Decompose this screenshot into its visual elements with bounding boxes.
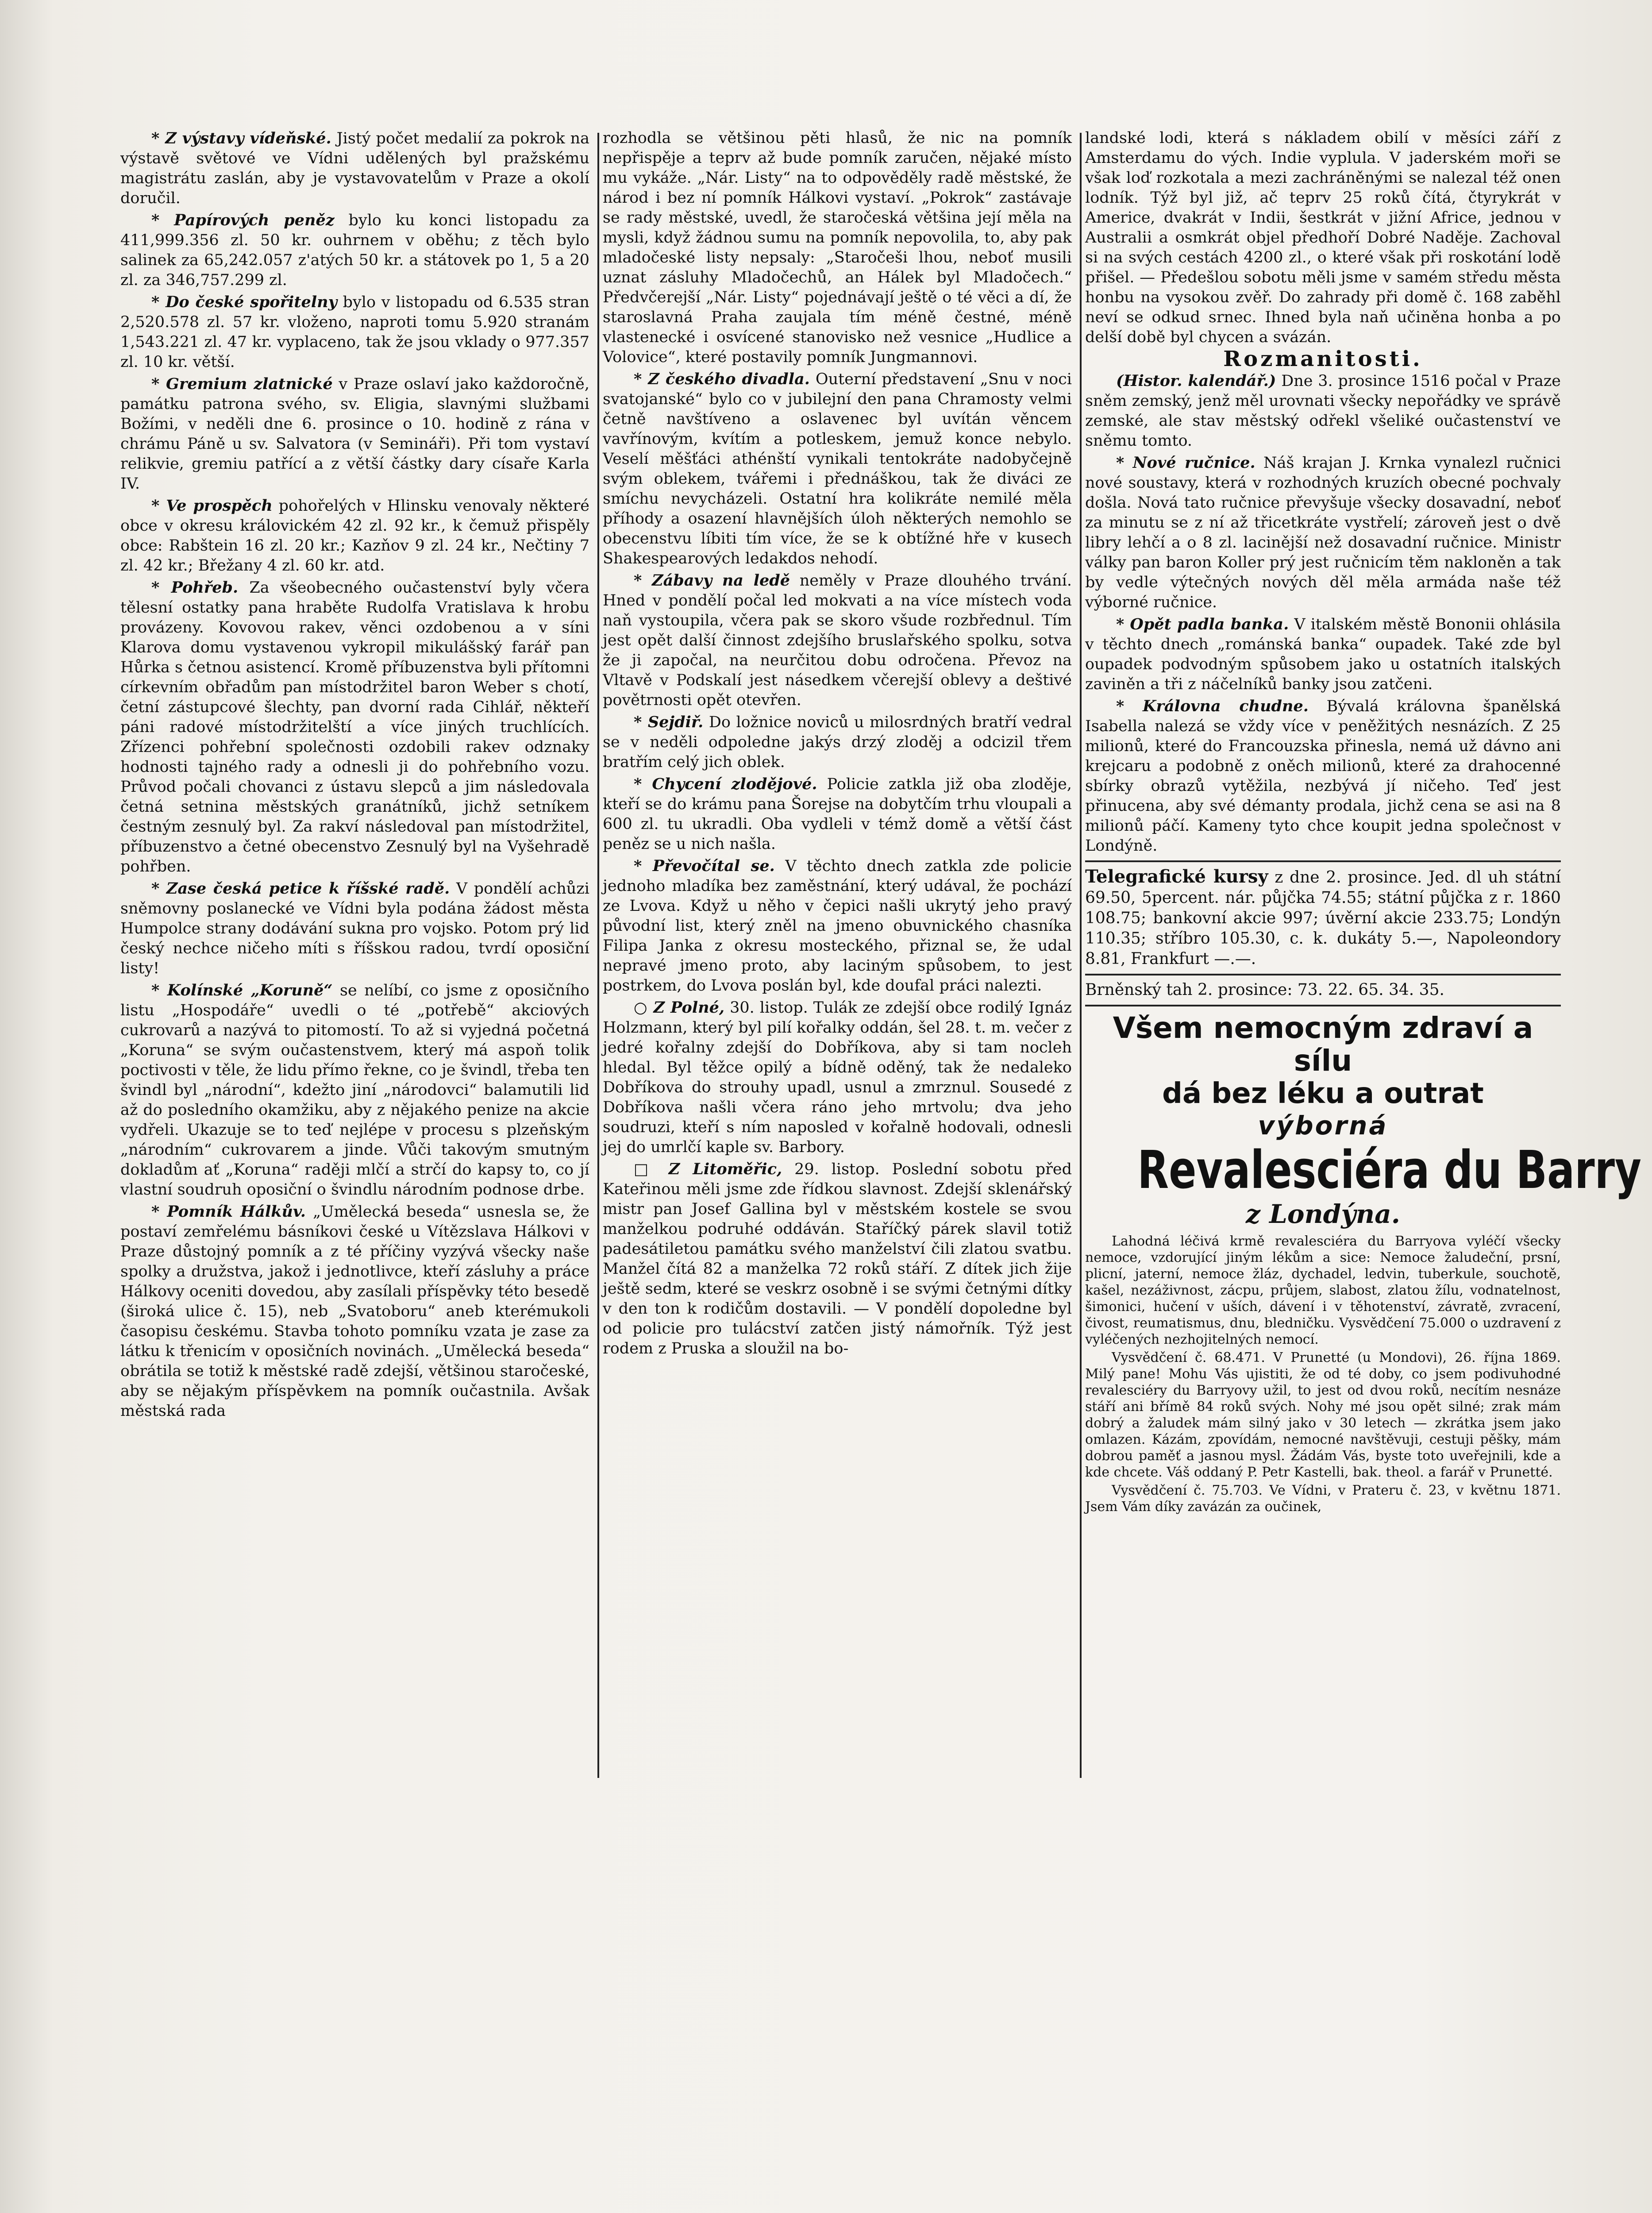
ad-paragraph: Vysvědčení č. 75.703. Ve Vídni, v Prateru č. 23, v květnu 1871. Jsem Vám díky zavázán za oučinek, bbox=[1085, 1483, 1561, 1515]
column-3 bbox=[1085, 128, 1641, 1517]
article-paragraph bbox=[603, 571, 1072, 710]
article-text: v Praze oslaví jako každoročně, památku patrona svého, sv. Eligia, slavnými službami Božími, v neděli dne 6. prosince o 10. hodině z rána v chrámu Páně u sv. Salvatora (v Semináři). Při tom vystaví relikvie, gremiu patřící a z větší částky dary císaře Karla IV. bbox=[120, 375, 589, 493]
article-lead: (Histor. kalendář.) bbox=[1116, 372, 1276, 390]
article-text: se nelíbí, co jsme z oposičního listu „Hospodáře“ uvedli o té „potřebě“ akciových cukrovarů a nazývá to pitomostí. To až si vyjedná početná „Koruna“ se svým oučastenstvem, který má aspoň tolik poctivosti v těle, že lidu přímo řekne, co je švindl, třeba ten švindl byl „národní“, kdežto jiní „národovci“ balamutili lid až do posledního okamžiku, aby z nějakého penize na akcie vydřeli. Ukazuje se to teď nejlépe v procesu s plzeňským „národním“ cukrovarem a jinde. Vůči takovým smutným dokladům ať „Koruna“ raději mlčí a strčí do kapsy to, co jí vlastní soudruh oposiční o švindlu národním podnose drbe. bbox=[120, 982, 589, 1199]
article-text: pohořelých v Hlinsku venovaly některé obce v okresu královickém 42 zl. 92 kr., k čemuž přispěly obce: Rabštein 16 zl. 20 kr.; Kazňov 9 zl. 24 kr., Nečtiny 7 zl. 42 kr.; Břežany 4 zl. 60 kr. atd. bbox=[120, 497, 589, 574]
ad-line-2: dá bez léku a outrat bbox=[1162, 1077, 1484, 1110]
article-text: Do ložnice noviců u milosrdných bratří vedral se v neděli odpoledne jakýs drzý zloděj a odcizil třem bratřím celý jich oblek. bbox=[603, 713, 1072, 771]
article-text: Náš krajan J. Krnka vynalezl ručnici nové soustavy, která v rozhodných kruzích obecné pochvaly došla. Nová tato ručnice převyšuje všecky dosavadní, neboť za minutu se z ní až třicetkráte vystřelí; zároveň jest o dvě libry lehčí a o 8 zl. lacinější než dosavadní ručnice. Ministr války pan baron Koller prý jest ručnicím těm nakloněn a tak by vedle výtečných nových děl měla armáda naše též výborné ručnice. bbox=[1085, 454, 1561, 611]
article-paragraph bbox=[1085, 371, 1561, 451]
article-lead: * Zábavy na ledě bbox=[634, 571, 790, 590]
article-paragraph bbox=[1085, 453, 1561, 613]
article-paragraph bbox=[120, 1202, 589, 1421]
article-lead: * Papírových peněz bbox=[151, 211, 335, 229]
article-text: Za všeobecného oučastenství byly včera tělesní ostatky pana hraběte Rudolfa Vratislava k hrobu provázeny. Kovovou rakev, věnci ozdobenou a v síni Klarova domu vystavenou vykropil mikulášský farář pan Hůrka s četnou asistencí. Kromě příbuzenstva byli přítomni církevním obřadům pan místodržitel baron Weber s chotí, četní zástupcové šlechty, pan dvorní rada Cihlář, někteří páni radové místodržitelští a více jiných truchlících. Zřízenci pohřební společnosti ozdobili rakev odznaky hodnosti tajného rady a odnesli ji do pohřebního vozu. Průvod počali chovanci z ústavu slepců a jim následovala četná setnina městských granátníků, jichž setníkem čestným zesnulý byl. Za rakví následoval pan místodržitel, příbuzenstvo a četné obecenstvo Zesnulý byl na Vyšehradě pohřben. bbox=[120, 579, 589, 875]
article-lead: * Chycení zlodějové. bbox=[634, 775, 817, 793]
article-text: bylo ku konci listopadu za 411,999.356 zl. 50 kr. ouhrnem v oběhu; z těch bylo salinek za 65,242.057 z'atých 50 kr. a státovek po 1, 5 a 20 zl. za 346,757.299 zl. bbox=[120, 212, 590, 289]
ad-body bbox=[1085, 1233, 1561, 1515]
advertisement bbox=[1085, 1011, 1641, 1515]
article-text: landské lodi, která s nákladem obilí v měsíci září z Amsterdamu do vých. Indie vyplula. V jaderském moři se však loď rozkotala a mezi zachráněnými se nalezal též onen lodník. Týž byl již, ač teprv 25 roků čítá, čtyrykrát v Americe, dvakrát v Indii, šestkrát v jižní Africe, jednou v Australii a osmkrát objel předhoří Dobré Naděje. Zachoval si na svých cestách 4200 zl., o které však při roskotání lodě přišel. — Předešlou sobotu měli jsme v samém středu města honbu na vysokou zvěř. Do zahrady při domě č. 168 zaběhl neví se odkud srnec. Ihned byla naň učiněna honba a po delší době byl chycen a svázán. bbox=[1085, 129, 1561, 346]
telegraph-rates bbox=[1085, 867, 1561, 969]
telegraph-title: Telegrafické kursy bbox=[1085, 866, 1268, 887]
article-paragraph bbox=[1085, 128, 1561, 347]
article-text: 30. listop. Tulák ze zdejší obce rodilý Ignáz Holzmann, který byl pilí kořalky oddán, šel 28. t. m. večer z jedré kořalny zdejší do Dobříkova, aby si tam nocleh hledal. Byl těžce opilý a bídně oděný, tak že nedaleko Dobříkova do strouhy upadl, usnul a zmrznul. Sousedé z Dobříkova našli včera ráno jeho mrtvolu; dva jeho soudruzi, kteří s ním naposled v kořalně hodovali, odnesli jej do umrlčí kaple sv. Barbory. bbox=[603, 999, 1072, 1156]
article-paragraph bbox=[603, 774, 1072, 854]
article-paragraph bbox=[603, 856, 1072, 996]
article-text: „Umělecká beseda“ usnesla se, že postaví zemřelému básníkovi české u Vítězslava Hálkovi v Praze důstojný pomník a z té příčiny vyzývá všecky naše spolky a družstva, jakož i jednotlivce, kteří zásluhy a práce Hálkovy oceniti dovedou, aby zasílali příspěvky této besedě (široká ulice č. 15), neb „Svatoboru“ aneb kterémukoli časopisu českému. Stavba tohoto pomníku vzata je zase za látku k třenicím v oposičních novinách. „Umělecká beseda“ obrátila se totiž k městské radě zdejší, většinou staročeské, aby se nějakým příspěvkem na pomník oučastnila. Avšak městská rada bbox=[120, 1203, 589, 1420]
ad-paragraph: Lahodná léčivá krmě revalesciéra du Barryova vyléčí všecky nemoce, vzdorující jiným lékům a sice: Nemoce žaludeční, prsní, plicní, jaterní, nemoce žláz, dychadel, ledvin, tuberkule, souchotě, kašel, nezáživnost, zácpu, průjem, slabost, zlatou žílu, vodnatelnost, šimonici, hučení v uších, dávení i v těhotenství, závratě, zvracení, čivost, reumatismus, dnu, bledničku. Vysvědčení 75.000 o uzdravení z vyléčených nezhojitelných nemocí. bbox=[1085, 1234, 1561, 1347]
article-text: 29. listop. Poslední sobotu před Kateřinou měli jsme zde řídkou slavnost. Zdejší sklenářský mistr pan Josef Gallina byl v městském kostele se svou manželkou podruhé oddáván. Staříčký párek slavil totiž padesátiletou památku svého manželství čili zlatou svatbu. Manžel čítá 82 a manželka 72 roků stáří. Z dítek jich žije ještě sedm, které se veskrz osobně i se svými četnými dítky v den ton k rodičům dostavili. — V pondělí dopoledne byl od policie pro tulácství zatčen jistý námořník. Týž jest rodem z Pruska a sloužil na bo- bbox=[603, 1160, 1072, 1357]
article-lead: * Královna chudne. bbox=[1116, 697, 1309, 715]
article-paragraph bbox=[1085, 696, 1561, 856]
article-paragraph bbox=[603, 128, 1072, 367]
article-text: bylo v listopadu od 6.535 stran 2,520.578 zl. 57 kr. vloženo, naproti tomu 5.920 stranám 1,543.221 zl. 47 kr. vyplaceno, tak že jsou vklady o 977.357 zl. 10 kr. větší. bbox=[120, 293, 589, 371]
article-paragraph bbox=[120, 980, 589, 1200]
article-paragraph bbox=[1085, 614, 1561, 694]
article-lead: * Zase česká petice k říšské radě. bbox=[151, 879, 450, 898]
article-paragraph bbox=[603, 712, 1072, 772]
article-paragraph bbox=[120, 578, 589, 877]
article-paragraph bbox=[120, 496, 589, 576]
article-lead: * Kolínské „Koruně“ bbox=[151, 981, 333, 999]
article-paragraph bbox=[120, 128, 589, 208]
article-lead: * Ve prospěch bbox=[151, 497, 273, 515]
article-text: V těchto dnech zatkla zde policie jednoho mladíka bez zaměstnání, který udával, že pochází ze Lvova. Když u něho v čepici našli ukrytý jeho pravý původní list, který zněl na jmeno obuvnického chasníka Filipa Janka z okresu mosteckého, přiznal se, že udal nepravé jmeno proto, aby laciným spůsobem, to jest postrkem, do Lvova poslán byl, kde doufal práci nalezti. bbox=[603, 857, 1072, 995]
article-lead: ○ Z Polné, bbox=[634, 999, 725, 1017]
ad-line-1: Všem nemocným zdraví a sílu bbox=[1113, 1011, 1533, 1078]
telegraph-text: z dne 2. prosince. Jed. dl uh státní 69.50, 5percent. nár. půjčka 74.55; státní půjčka z r. 1860 108.75; bankovní akcie 997; úvěrní akcie 233.75; Londýn 110.35; stříbro 105.30, c. k. dukáty 5.—, Napoleondory 8.81, Frankfurt —.—. bbox=[1085, 868, 1561, 968]
rule bbox=[1085, 1005, 1561, 1006]
article-lead: □ Z Litoměřic, bbox=[634, 1160, 782, 1178]
article-paragraph bbox=[603, 998, 1072, 1157]
article-text: Dne 3. prosince 1516 počal v Praze sněm zemský, jenž měl urovnati všecky nepořádky ve správě zemské, ale stav městský odřekl všeliké oučastenství ve sněmu tomto. bbox=[1085, 372, 1561, 450]
ad-line-5: z Londýna. bbox=[1246, 1199, 1400, 1229]
article-paragraph bbox=[603, 369, 1072, 569]
article-lead: * Nové ručnice. bbox=[1116, 454, 1255, 472]
column-divider bbox=[597, 133, 599, 1778]
article-lead: * Z výstavy vídeňské. bbox=[151, 129, 331, 147]
article-lead: * Opět padla banka. bbox=[1116, 615, 1289, 633]
article-text: rozhodla se většinou pěti hlasů, že nic na pomník nepřispěje a teprv až bude pomník zaručen, nějaké místo mu vykáže. „Nár. Listy“ na to odpověděly radě městské, že národ i bez ní pomník Hálkovi vystaví. „Pokrok“ zastávaje se rady městské, uvedl, že staročeská většina její měla na mysli, když žádnou sumu na pomník nepovolila, to, aby pak mladočeské listy nepsaly: „Staročeši lhou, neboť musili uznat zásluhy Mladočechů, an Hálek byl Mladočech.“ Předvčerejší „Nár. Listy“ pojednávají ještě o té věci a dí, že staroslavná Praha zaujala tím méně čestné, méně vlastenecké i osvícené stanovisko než vesnice „Hudlice a Volovice“, které postavily pomník Jungmannovi. bbox=[603, 129, 1072, 366]
article-lead: * Gremium zlatnické bbox=[151, 375, 333, 393]
article-text: Jistý počet medalií za pokrok na výstavě světové ve Vídni udělených byl pražskému magistrátu zaslán, aby je vystavovatelům v Praze a okolí doručil. bbox=[120, 130, 589, 207]
column-1 bbox=[120, 128, 589, 1423]
article-text: Outerní představení „Snu v noci svatojanské“ bylo co v jubilejní den pana Chramosty velmi četně navštíveno a oslavenec byl uvítán věncem vavřínovým, kvítím a potleskem, jemuž konce nebylo. Veselí měšťáci athénští vynikali tentokráte nadobyčejně svým oblekem, tvářemi i přednáškou, tak že diváci ze smíchu nevycházeli. Ostatní hra kolikráte nemilé měla příhody a osazení hlavnějších úloh některých nemohlo se obecenstvu líbiti tím více, že se k obtížné hře v kusech Shakespearových ledakdos nehodí. bbox=[603, 370, 1072, 567]
article-paragraph bbox=[603, 1159, 1072, 1359]
article-lead: * Pohřeb. bbox=[151, 578, 239, 597]
article-text: neměly v Praze dlouhého trvání. Hned v pondělí počal led mokvati a na více místech voda naň vystoupila, včera pak se skoro všude rozbřednul. Tím jest opět další činnost zdejšího bruslařského spolku, sotva že ji započal, na neurčitou dobu odročena. Převoz na Vltavě v Podskalí jest násedkem včerejší oblevy a deštivé povětrnosti opět otevřen. bbox=[603, 572, 1072, 709]
ad-paragraph: Vysvědčení č. 68.471. V Prunetté (u Mondovi), 26. října 1869. Milý pane! Mohu Vás ujistiti, že od té doby, co jsem podivuhodné revalesciéry du Barryovy užil, to jest od dvou roků, necítím nesnáze stáří ani břímě 84 roků svých. Nohy mé jsou opět silné; zrak mám dobrý a žaludek mám silný jako v 30 letech — zkrátka jsem jako omlazen. Kázám, zpovídám, nemocné navštěvuji, cestuji pěšky, mám dobrou paměť a jasnou mysl. Žádám Vás, byste toto uveřejnili, kde a kde chcete. Váš oddaný P. Petr Kastelli, bak. theol. a farář v Prunetté. bbox=[1085, 1350, 1561, 1480]
article-text: V pondělí achůzi sněmovny poslanecké ve Vídni byla podána žádost města Humpolce strany dodávání sukna pro vojsko. Potom prý lid český nechce ničeho míti s říšskou radou, tvrdí oposiční listy! bbox=[120, 880, 589, 977]
ad-headline: Revalesciéra du Barry bbox=[1137, 1139, 1641, 1200]
lottery-result: Brněnský tah 2. prosince: 73. 22. 65. 34. 35. bbox=[1085, 981, 1444, 999]
article-paragraph bbox=[120, 374, 589, 494]
article-lead: * Sejdiř. bbox=[634, 713, 704, 731]
article-lead: * Do české spořitelny bbox=[151, 293, 337, 311]
section-title: Rozmanitosti. bbox=[1223, 347, 1423, 371]
article-text: V italském městě Bononii ohlásila v těchto dnech „románská banka“ oupadek. Také zde byl oupadek podvodným spůsobem jako u ostatních italských zaviněn a tři z náčelníků banky jsou zatčeni. bbox=[1085, 616, 1561, 693]
article-paragraph bbox=[120, 292, 589, 372]
column-divider bbox=[1080, 133, 1082, 1778]
article-text: Bývalá královna španělská Isabella nalezá se vždy více v peněžitých nesnázích. Z 25 milionů, které do Francouzska přinesla, nemá už dávno ani krejcaru a podobně z oněch milionů, které za drahocenné sbírky obrazů vytěžila, nezbývá jí ničeho. Teď jest přinucena, aby své démanty prodala, jichž cena se asi na 8 milionů páčí. Kameny tyto chce koupit jedna společnost v Londýně. bbox=[1085, 698, 1561, 855]
article-paragraph bbox=[120, 879, 589, 979]
article-lead: * Z českého divadla. bbox=[634, 370, 810, 388]
article-paragraph bbox=[120, 210, 589, 290]
column-2 bbox=[603, 128, 1072, 1361]
article-text: Policie zatkla již oba zloděje, kteří se do krámu pana Šorejse na dobytčím trhu vloupali a 600 zl. tu ukradli. Oba vydleli v témž domě a větší část peněz se u nich našla. bbox=[603, 775, 1072, 853]
article-lead: * Převočítal se. bbox=[634, 857, 775, 875]
rule bbox=[1085, 974, 1561, 975]
ad-line-3: výborná bbox=[1258, 1110, 1388, 1141]
article-lead: * Pomník Hálkův. bbox=[151, 1203, 306, 1221]
rule bbox=[1085, 860, 1561, 862]
